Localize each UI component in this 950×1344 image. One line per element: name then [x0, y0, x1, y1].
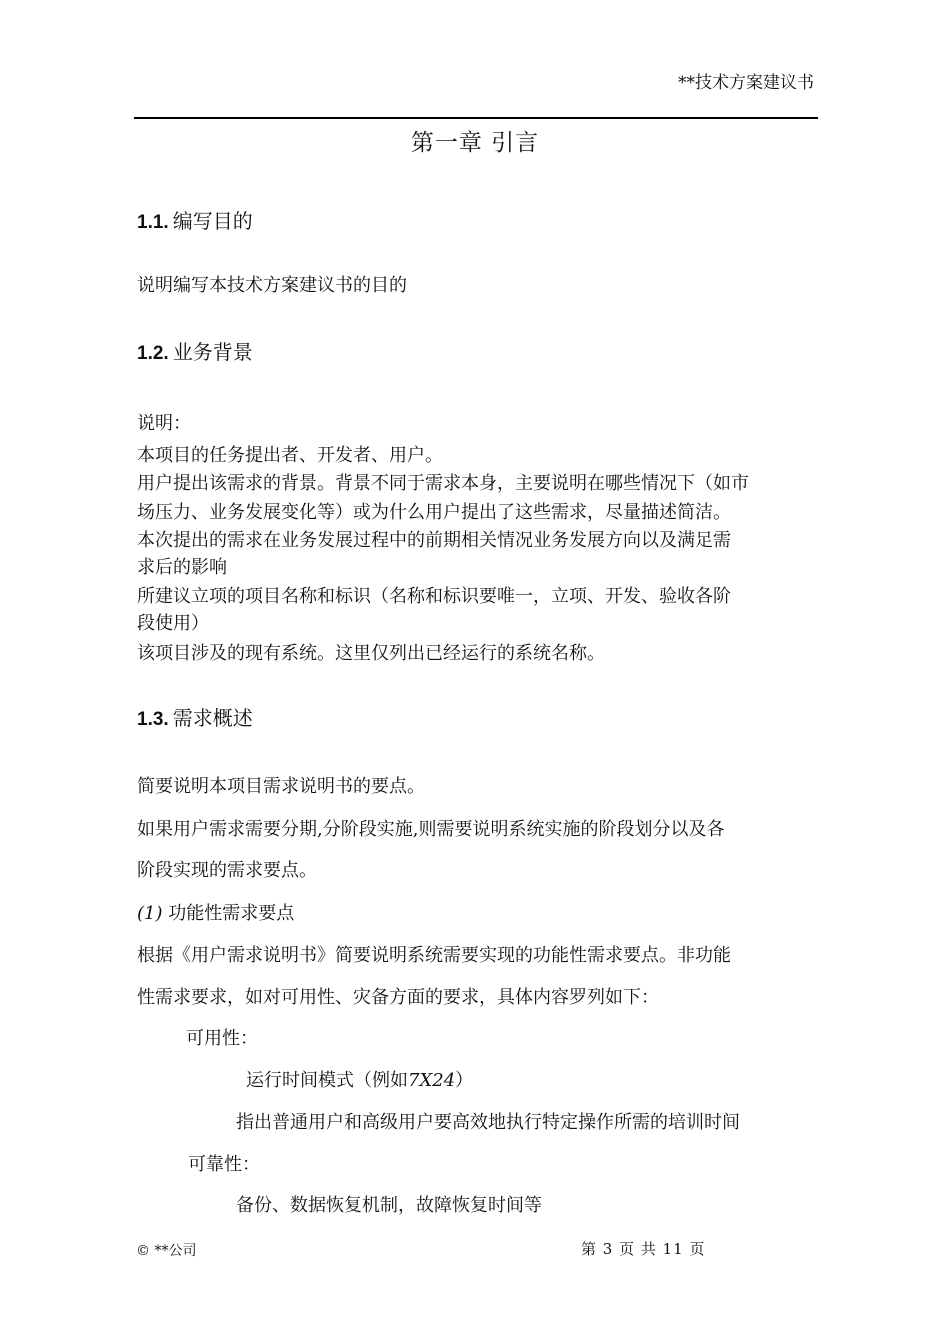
paragraph-line: 如果用户需求需要分期,分阶段实施,则需要说明系统实施的阶段划分以及各	[137, 819, 725, 840]
section-number: 1.1.	[137, 212, 169, 233]
section-title: 需求概述	[172, 706, 253, 730]
paragraph-line: 用户提出该需求的背景。背景不同于需求本身，主要说明在哪些情况下（如市	[137, 473, 749, 494]
section-heading-1-3	[137, 702, 253, 731]
footer-page-number: 第 3 页 共 11 页	[581, 1240, 706, 1258]
paragraph-line: 简要说明本项目需求说明书的要点。	[137, 776, 425, 797]
paragraph-line: 所建议立项的项目名称和标识（名称和标识要唯一，立项、开发、验收各阶	[137, 586, 731, 607]
reliability-item-backup: 备份、数据恢复机制，故障恢复时间等	[236, 1195, 542, 1216]
paragraph-line: 该项目涉及的现有系统。这里仅列出已经运行的系统名称。	[137, 643, 605, 664]
header-title: **技术方案建议书	[678, 73, 814, 93]
list-item-functional	[137, 900, 294, 928]
chapter-title: 第一章 引言	[410, 130, 540, 156]
runtime-label: 运行时间模式（例如	[246, 1070, 408, 1091]
list-label: 功能性需求要点	[168, 903, 295, 924]
availability-item-training: 指出普通用户和高级用户要高效地执行特定操作所需的培训时间	[236, 1112, 740, 1133]
paragraph-line: 阶段实现的需求要点。	[137, 860, 317, 881]
paragraph-line: 本项目的任务提出者、开发者、用户。	[137, 445, 443, 466]
header-rule	[134, 117, 818, 119]
paragraph-line: 本次提出的需求在业务发展过程中的前期相关情况业务发展方向以及满足需	[137, 530, 731, 551]
section-title: 编写目的	[172, 209, 253, 233]
section-heading-1-1	[137, 205, 253, 234]
section-number: 1.3.	[137, 709, 169, 730]
footer-copyright: © **公司	[136, 1243, 197, 1259]
paragraph-line: 段使用）	[137, 613, 209, 634]
list-number: (1)	[137, 903, 163, 924]
paragraph-line: 根据《用户需求说明书》简要说明系统需要实现的功能性需求要点。非功能	[137, 945, 731, 966]
section-number: 1.2.	[137, 343, 169, 364]
section-title: 业务背景	[172, 340, 253, 364]
section-heading-1-2	[137, 336, 253, 365]
subheading-availability: 可用性：	[186, 1028, 258, 1049]
availability-item-runtime	[246, 1067, 473, 1095]
subheading-reliability: 可靠性：	[188, 1154, 260, 1175]
runtime-value: 7X24	[408, 1070, 456, 1091]
runtime-close: ）	[455, 1070, 474, 1091]
paragraph-line: 性需求要求，如对可用性、灾备方面的要求，具体内容罗列如下：	[137, 987, 659, 1008]
paragraph-line: 求后的影响	[137, 557, 227, 578]
section-body: 说明编写本技术方案建议书的目的	[137, 275, 407, 296]
paragraph-line: 说明：	[137, 413, 191, 434]
paragraph-line: 场压力、业务发展变化等）或为什么用户提出了这些需求，尽量描述简洁。	[137, 502, 731, 523]
